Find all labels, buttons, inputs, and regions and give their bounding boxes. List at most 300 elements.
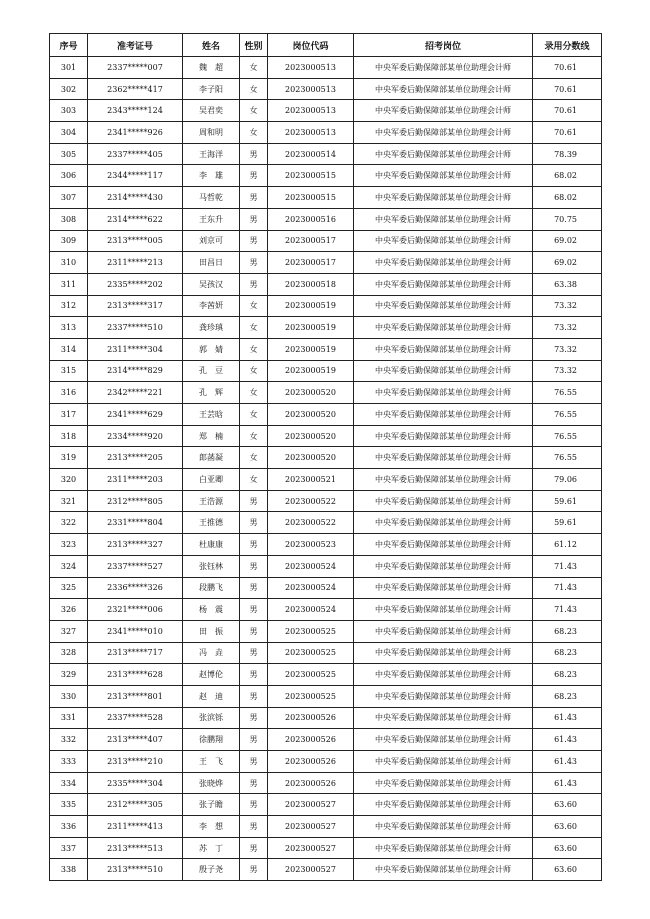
cell-name: 王浩源 [183,490,240,512]
table-row [50,664,602,686]
table-row [50,447,602,469]
cell-score-line: 73.32 [533,317,602,339]
cell-position: 中央军委后勤保障部某单位助理会计师 [354,512,533,534]
table-row [50,143,602,165]
cell-name: 张钰林 [183,555,240,577]
cell-position-code: 2023000520 [268,404,354,426]
cell-score-line: 70.75 [533,208,602,230]
cell-position-code: 2023000519 [268,338,354,360]
cell-position: 中央军委后勤保障部某单位助理会计师 [354,599,533,621]
cell-position: 中央军委后勤保障部某单位助理会计师 [354,382,533,404]
table-row [50,469,602,491]
cell-score-line: 61.43 [533,751,602,773]
cell-position: 中央军委后勤保障部某单位助理会计师 [354,729,533,751]
table-row [50,751,602,773]
cell-gender: 男 [240,794,268,816]
cell-score-line: 63.60 [533,816,602,838]
cell-position-code: 2023000513 [268,122,354,144]
cell-position-code: 2023000522 [268,490,354,512]
cell-name: 田昌日 [183,252,240,274]
cell-score-line: 70.61 [533,57,602,79]
table-row [50,57,602,79]
cell-name: 王推德 [183,512,240,534]
cell-serial: 321 [50,490,88,512]
cell-name: 赵博伦 [183,664,240,686]
cell-gender: 男 [240,230,268,252]
cell-serial: 337 [50,837,88,859]
cell-position-code: 2023000519 [268,295,354,317]
cell-exam-id: 2341*****010 [88,620,183,642]
cell-serial: 308 [50,208,88,230]
cell-gender: 男 [240,187,268,209]
cell-position-code: 2023000516 [268,208,354,230]
cell-name: 杨 震 [183,599,240,621]
cell-serial: 322 [50,512,88,534]
cell-position: 中央军委后勤保障部某单位助理会计师 [354,642,533,664]
cell-exam-id: 2335*****202 [88,273,183,295]
table-row [50,295,602,317]
cell-position-code: 2023000526 [268,751,354,773]
cell-serial: 316 [50,382,88,404]
cell-serial: 325 [50,577,88,599]
cell-serial: 314 [50,338,88,360]
cell-score-line: 59.61 [533,512,602,534]
cell-score-line: 69.02 [533,252,602,274]
cell-name: 苏 丁 [183,837,240,859]
cell-position-code: 2023000520 [268,425,354,447]
cell-exam-id: 2313*****717 [88,642,183,664]
table-header [50,34,602,57]
cell-serial: 333 [50,751,88,773]
cell-score-line: 73.32 [533,360,602,382]
cell-gender: 男 [240,729,268,751]
cell-gender: 女 [240,469,268,491]
table-row [50,382,602,404]
cell-serial: 324 [50,555,88,577]
cell-serial: 301 [50,57,88,79]
cell-exam-id: 2313*****628 [88,664,183,686]
cell-exam-id: 2334*****920 [88,425,183,447]
cell-exam-id: 2341*****629 [88,404,183,426]
cell-score-line: 76.55 [533,447,602,469]
table-row [50,599,602,621]
cell-gender: 男 [240,772,268,794]
cell-exam-id: 2313*****801 [88,685,183,707]
cell-position: 中央军委后勤保障部某单位助理会计师 [354,859,533,881]
cell-position-code: 2023000525 [268,685,354,707]
cell-position: 中央军委后勤保障部某单位助理会计师 [354,425,533,447]
table-row [50,816,602,838]
cell-position: 中央军委后勤保障部某单位助理会计师 [354,837,533,859]
cell-gender: 男 [240,751,268,773]
cell-serial: 323 [50,534,88,556]
cell-exam-id: 2337*****528 [88,707,183,729]
cell-exam-id: 2314*****622 [88,208,183,230]
cell-position-code: 2023000526 [268,772,354,794]
cell-serial: 335 [50,794,88,816]
cell-position: 中央军委后勤保障部某单位助理会计师 [354,751,533,773]
header-position: 招考岗位 [354,34,533,57]
cell-position: 中央军委后勤保障部某单位助理会计师 [354,577,533,599]
cell-position: 中央军委后勤保障部某单位助理会计师 [354,208,533,230]
header-position-code: 岗位代码 [268,34,354,57]
table-row [50,338,602,360]
cell-serial: 336 [50,816,88,838]
cell-position-code: 2023000517 [268,230,354,252]
table-row [50,620,602,642]
cell-position-code: 2023000525 [268,664,354,686]
table-row [50,490,602,512]
cell-serial: 338 [50,859,88,881]
cell-position-code: 2023000513 [268,78,354,100]
cell-serial: 320 [50,469,88,491]
cell-position: 中央军委后勤保障部某单位助理会计师 [354,143,533,165]
cell-score-line: 68.02 [533,187,602,209]
cell-score-line: 76.55 [533,404,602,426]
cell-score-line: 63.60 [533,837,602,859]
cell-position: 中央军委后勤保障部某单位助理会计师 [354,816,533,838]
cell-gender: 女 [240,338,268,360]
cell-exam-id: 2312*****305 [88,794,183,816]
cell-position: 中央军委后勤保障部某单位助理会计师 [354,360,533,382]
cell-score-line: 63.38 [533,273,602,295]
cell-name: 魏 超 [183,57,240,79]
cell-position-code: 2023000515 [268,187,354,209]
table-row [50,208,602,230]
cell-serial: 309 [50,230,88,252]
cell-name: 李茜妍 [183,295,240,317]
table-row [50,165,602,187]
cell-name: 孔 豆 [183,360,240,382]
cell-exam-id: 2321*****006 [88,599,183,621]
cell-gender: 男 [240,620,268,642]
cell-serial: 319 [50,447,88,469]
cell-position: 中央军委后勤保障部某单位助理会计师 [354,664,533,686]
cell-name: 李 想 [183,816,240,838]
cell-serial: 329 [50,664,88,686]
cell-position: 中央军委后勤保障部某单位助理会计师 [354,338,533,360]
cell-gender: 男 [240,490,268,512]
cell-position: 中央军委后勤保障部某单位助理会计师 [354,620,533,642]
cell-position: 中央军委后勤保障部某单位助理会计师 [354,794,533,816]
table-row [50,360,602,382]
cell-serial: 318 [50,425,88,447]
cell-gender: 男 [240,555,268,577]
cell-position-code: 2023000527 [268,794,354,816]
cell-exam-id: 2335*****304 [88,772,183,794]
table-row [50,230,602,252]
cell-score-line: 59.61 [533,490,602,512]
cell-position-code: 2023000527 [268,859,354,881]
cell-serial: 312 [50,295,88,317]
table-row [50,707,602,729]
cell-position: 中央军委后勤保障部某单位助理会计师 [354,707,533,729]
cell-gender: 男 [240,577,268,599]
cell-gender: 男 [240,534,268,556]
cell-exam-id: 2311*****413 [88,816,183,838]
cell-exam-id: 2342*****221 [88,382,183,404]
cell-score-line: 78.39 [533,143,602,165]
results-table [49,33,602,881]
cell-exam-id: 2313*****205 [88,447,183,469]
cell-exam-id: 2313*****510 [88,859,183,881]
cell-position-code: 2023000527 [268,837,354,859]
cell-position: 中央军委后勤保障部某单位助理会计师 [354,534,533,556]
cell-name: 郭 婧 [183,338,240,360]
cell-position-code: 2023000513 [268,100,354,122]
cell-gender: 男 [240,599,268,621]
cell-score-line: 73.32 [533,295,602,317]
cell-gender: 女 [240,295,268,317]
cell-position: 中央军委后勤保障部某单位助理会计师 [354,273,533,295]
cell-position: 中央军委后勤保障部某单位助理会计师 [354,469,533,491]
cell-name: 孔 辉 [183,382,240,404]
cell-exam-id: 2337*****510 [88,317,183,339]
cell-gender: 女 [240,100,268,122]
table-row [50,512,602,534]
cell-gender: 男 [240,208,268,230]
cell-position: 中央军委后勤保障部某单位助理会计师 [354,252,533,274]
cell-position-code: 2023000522 [268,512,354,534]
cell-position-code: 2023000518 [268,273,354,295]
cell-position-code: 2023000525 [268,620,354,642]
cell-exam-id: 2312*****805 [88,490,183,512]
table-row [50,577,602,599]
cell-gender: 男 [240,837,268,859]
cell-name: 王海洋 [183,143,240,165]
cell-score-line: 63.60 [533,859,602,881]
table-row [50,317,602,339]
cell-exam-id: 2337*****405 [88,143,183,165]
cell-score-line: 68.23 [533,642,602,664]
cell-name: 郑 楠 [183,425,240,447]
cell-score-line: 70.61 [533,78,602,100]
cell-exam-id: 2331*****804 [88,512,183,534]
cell-position-code: 2023000521 [268,469,354,491]
cell-name: 张晓烨 [183,772,240,794]
table-row [50,555,602,577]
cell-name: 马哲乾 [183,187,240,209]
cell-exam-id: 2362*****417 [88,78,183,100]
header-gender: 性别 [240,34,268,57]
cell-exam-id: 2344*****117 [88,165,183,187]
cell-exam-id: 2314*****829 [88,360,183,382]
cell-position: 中央军委后勤保障部某单位助理会计师 [354,555,533,577]
header-row [50,34,602,57]
cell-position: 中央军委后勤保障部某单位助理会计师 [354,685,533,707]
table-row [50,772,602,794]
cell-score-line: 70.61 [533,122,602,144]
cell-position-code: 2023000524 [268,555,354,577]
cell-gender: 男 [240,165,268,187]
cell-gender: 女 [240,404,268,426]
cell-name: 李 雄 [183,165,240,187]
cell-gender: 女 [240,78,268,100]
cell-position: 中央军委后勤保障部某单位助理会计师 [354,78,533,100]
cell-score-line: 71.43 [533,599,602,621]
cell-name: 赵 迪 [183,685,240,707]
cell-position: 中央军委后勤保障部某单位助理会计师 [354,447,533,469]
cell-serial: 313 [50,317,88,339]
cell-score-line: 68.23 [533,620,602,642]
cell-position: 中央军委后勤保障部某单位助理会计师 [354,100,533,122]
cell-score-line: 73.32 [533,338,602,360]
cell-exam-id: 2311*****203 [88,469,183,491]
cell-position-code: 2023000526 [268,729,354,751]
table-row [50,642,602,664]
cell-exam-id: 2336*****326 [88,577,183,599]
cell-serial: 311 [50,273,88,295]
cell-score-line: 76.55 [533,382,602,404]
table-row [50,404,602,426]
cell-position: 中央军委后勤保障部某单位助理会计师 [354,187,533,209]
cell-gender: 男 [240,273,268,295]
cell-exam-id: 2313*****327 [88,534,183,556]
cell-serial: 310 [50,252,88,274]
cell-serial: 334 [50,772,88,794]
table-row [50,273,602,295]
cell-score-line: 68.23 [533,685,602,707]
header-exam-id: 准考证号 [88,34,183,57]
cell-gender: 男 [240,512,268,534]
cell-serial: 307 [50,187,88,209]
cell-name: 田 振 [183,620,240,642]
cell-position-code: 2023000525 [268,642,354,664]
cell-name: 王芸晗 [183,404,240,426]
cell-serial: 328 [50,642,88,664]
cell-name: 张滨铄 [183,707,240,729]
cell-position-code: 2023000517 [268,252,354,274]
cell-exam-id: 2314*****430 [88,187,183,209]
header-name: 姓名 [183,34,240,57]
cell-gender: 男 [240,859,268,881]
header-serial: 序号 [50,34,88,57]
cell-exam-id: 2313*****317 [88,295,183,317]
cell-score-line: 61.43 [533,772,602,794]
cell-gender: 男 [240,642,268,664]
table-row [50,78,602,100]
cell-position-code: 2023000527 [268,816,354,838]
cell-serial: 332 [50,729,88,751]
cell-gender: 男 [240,707,268,729]
cell-serial: 331 [50,707,88,729]
cell-exam-id: 2311*****304 [88,338,183,360]
cell-score-line: 63.60 [533,794,602,816]
cell-score-line: 61.43 [533,707,602,729]
table-row [50,837,602,859]
cell-name: 段鹏飞 [183,577,240,599]
cell-position-code: 2023000520 [268,447,354,469]
cell-exam-id: 2337*****007 [88,57,183,79]
cell-position: 中央军委后勤保障部某单位助理会计师 [354,490,533,512]
cell-position: 中央军委后勤保障部某单位助理会计师 [354,772,533,794]
cell-name: 龚珍瑱 [183,317,240,339]
cell-name: 殷子尧 [183,859,240,881]
cell-gender: 男 [240,143,268,165]
cell-position-code: 2023000524 [268,577,354,599]
cell-name: 杜康康 [183,534,240,556]
cell-exam-id: 2313*****407 [88,729,183,751]
cell-score-line: 61.43 [533,729,602,751]
cell-name: 张子瞻 [183,794,240,816]
cell-exam-id: 2313*****210 [88,751,183,773]
cell-name: 刘京可 [183,230,240,252]
cell-gender: 男 [240,816,268,838]
cell-position: 中央军委后勤保障部某单位助理会计师 [354,295,533,317]
cell-position-code: 2023000519 [268,317,354,339]
cell-serial: 330 [50,685,88,707]
cell-exam-id: 2311*****213 [88,252,183,274]
cell-position-code: 2023000513 [268,57,354,79]
cell-gender: 男 [240,685,268,707]
cell-serial: 317 [50,404,88,426]
header-score-line: 录用分数线 [533,34,602,57]
cell-score-line: 68.02 [533,165,602,187]
cell-gender: 女 [240,57,268,79]
cell-gender: 男 [240,664,268,686]
cell-position: 中央军委后勤保障部某单位助理会计师 [354,122,533,144]
cell-gender: 女 [240,447,268,469]
cell-score-line: 70.61 [533,100,602,122]
cell-serial: 315 [50,360,88,382]
cell-serial: 327 [50,620,88,642]
cell-score-line: 69.02 [533,230,602,252]
cell-serial: 302 [50,78,88,100]
table-row [50,187,602,209]
cell-name: 白亚卿 [183,469,240,491]
table-row [50,425,602,447]
cell-serial: 304 [50,122,88,144]
cell-position-code: 2023000519 [268,360,354,382]
cell-name: 王东升 [183,208,240,230]
cell-serial: 326 [50,599,88,621]
table-row [50,729,602,751]
table-row [50,859,602,881]
cell-serial: 303 [50,100,88,122]
cell-name: 周和明 [183,122,240,144]
cell-exam-id: 2341*****926 [88,122,183,144]
cell-position: 中央军委后勤保障部某单位助理会计师 [354,57,533,79]
cell-score-line: 79.06 [533,469,602,491]
cell-name: 吴君奕 [183,100,240,122]
table-body [50,57,602,881]
cell-position-code: 2023000526 [268,707,354,729]
cell-name: 郎菡凝 [183,447,240,469]
cell-score-line: 71.43 [533,577,602,599]
cell-exam-id: 2343*****124 [88,100,183,122]
cell-gender: 女 [240,317,268,339]
cell-position-code: 2023000514 [268,143,354,165]
cell-name: 冯 垚 [183,642,240,664]
table-row [50,100,602,122]
cell-position: 中央军委后勤保障部某单位助理会计师 [354,230,533,252]
cell-position-code: 2023000515 [268,165,354,187]
cell-name: 吴孩汉 [183,273,240,295]
table-row [50,252,602,274]
cell-exam-id: 2313*****513 [88,837,183,859]
cell-name: 李子阳 [183,78,240,100]
cell-name: 王 飞 [183,751,240,773]
cell-name: 徐鹏翔 [183,729,240,751]
cell-score-line: 76.55 [533,425,602,447]
cell-position: 中央军委后勤保障部某单位助理会计师 [354,404,533,426]
cell-score-line: 68.23 [533,664,602,686]
cell-exam-id: 2313*****005 [88,230,183,252]
cell-position: 中央军委后勤保障部某单位助理会计师 [354,165,533,187]
cell-position-code: 2023000524 [268,599,354,621]
cell-gender: 男 [240,252,268,274]
cell-serial: 306 [50,165,88,187]
